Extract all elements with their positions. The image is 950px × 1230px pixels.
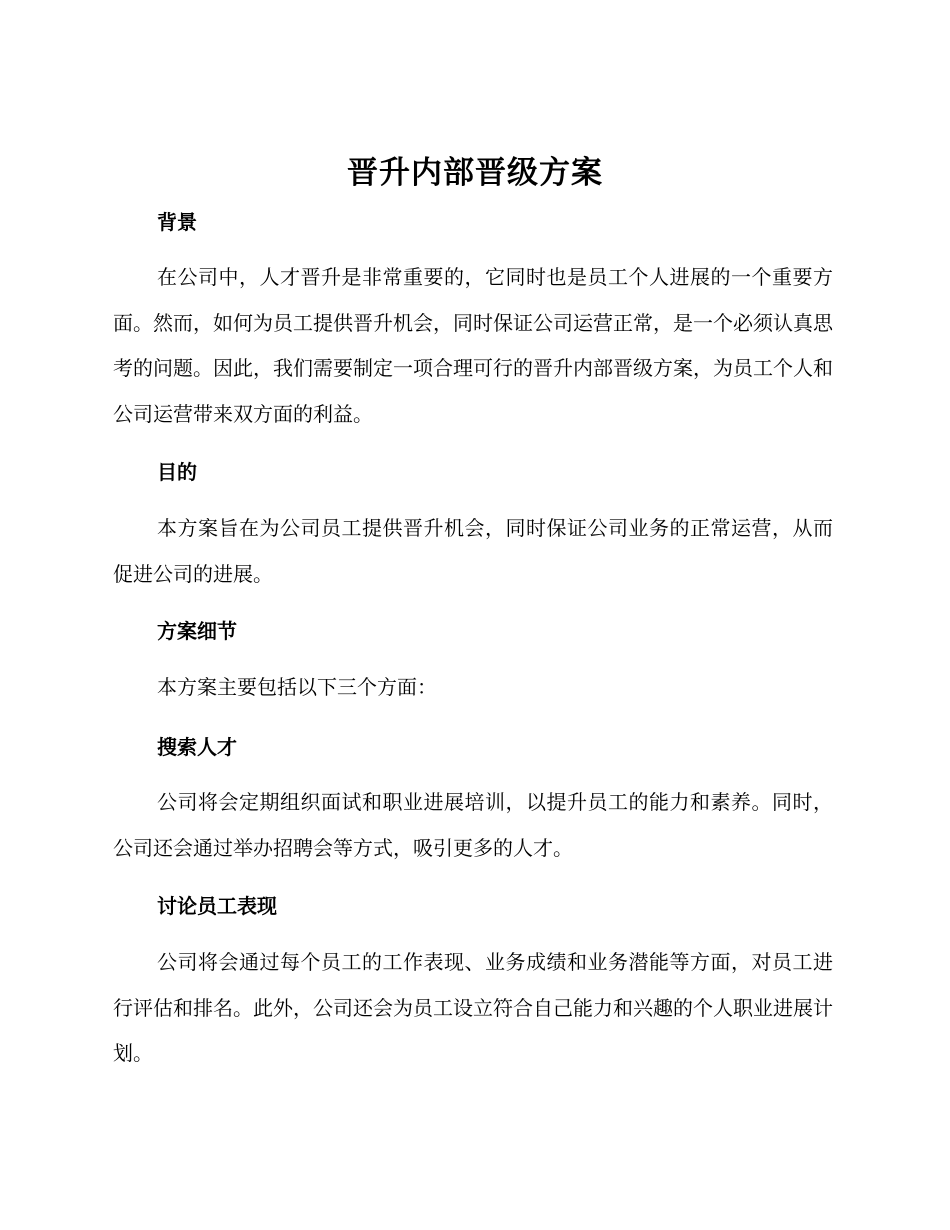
section-heading-employee-performance: 讨论员工表现 [157, 894, 277, 918]
section-heading-talent-search: 搜索人才 [157, 735, 237, 759]
section-paragraph-background: 在公司中，人才晋升是非常重要的，它同时也是员工个人进展的一个重要方面。然而，如何为员工提供晋升机会，同时保证公司运营正常，是一个必须认真思考的问题。因此，我们需要制定一项合理可行的晋升内部晋级方案，为员工个人和公司运营带来双方面的利益。 [113, 265, 833, 426]
section-paragraph-plan-details: 本方案主要包括以下三个方面： [157, 675, 437, 699]
section-heading-purpose: 目的 [157, 460, 197, 484]
section-paragraph-talent-search: 公司将会定期组织面试和职业进展培训，以提升员工的能力和素养。同时，公司还会通过举办招聘会等方式，吸引更多的人才。 [113, 790, 833, 860]
section-paragraph-purpose: 本方案旨在为公司员工提供晋升机会，同时保证公司业务的正常运营，从而促进公司的进展。 [113, 516, 833, 586]
section-paragraph-employee-performance: 公司将会通过每个员工的工作表现、业务成绩和业务潜能等方面，对员工进行评估和排名。此外，公司还会为员工设立符合自己能力和兴趣的个人职业进展计划。 [113, 950, 833, 1065]
section-heading-plan-details: 方案细节 [157, 619, 237, 643]
section-heading-background: 背景 [157, 210, 197, 234]
document-title: 晋升内部晋级方案 [347, 155, 603, 191]
